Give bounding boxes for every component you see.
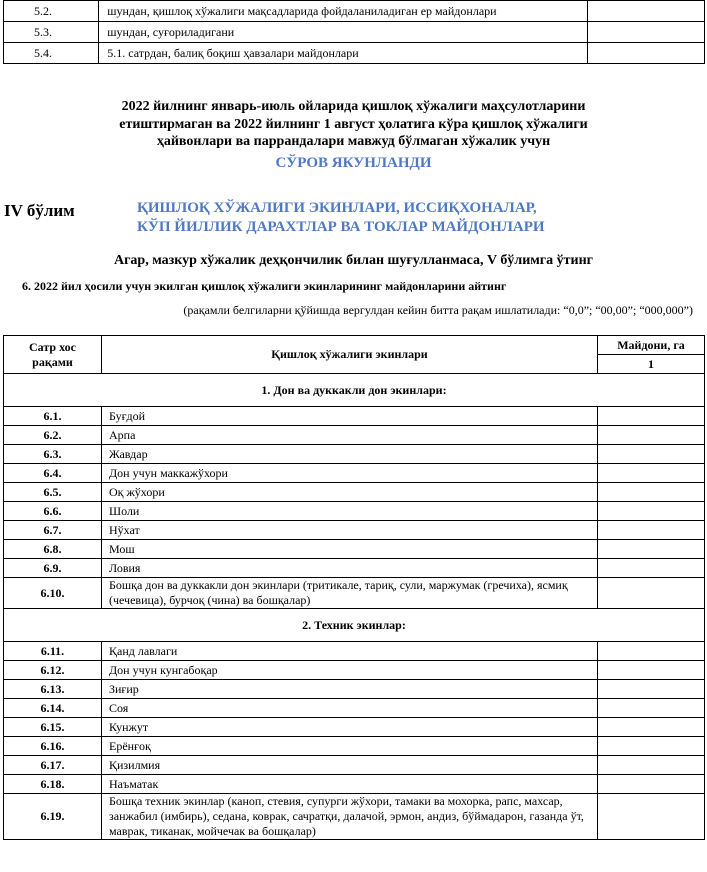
- area-input-cell[interactable]: [598, 775, 705, 794]
- row-code: 5.2.: [4, 1, 99, 22]
- table-row: [4, 642, 705, 661]
- table-row: [4, 794, 705, 840]
- area-input-cell[interactable]: [598, 426, 705, 445]
- header-column-number: 1: [598, 355, 705, 374]
- crop-name: Қанд лавлаги: [102, 642, 598, 661]
- crop-name: Оқ жўхори: [102, 483, 598, 502]
- table-row: [4, 756, 705, 775]
- table-row: [4, 426, 705, 445]
- table-row: [4, 43, 705, 64]
- row-text: шундан, қишлоқ хўжалиги мақсадларида фойдаланиладиган ер майдонлари: [99, 1, 587, 22]
- table-row: [4, 578, 705, 609]
- header-code-line-2: рақами: [32, 354, 73, 369]
- area-input-cell[interactable]: [587, 22, 704, 43]
- area-input-cell[interactable]: [587, 43, 704, 64]
- table-row: [4, 661, 705, 680]
- table-row: [4, 559, 705, 578]
- area-input-cell[interactable]: [587, 1, 704, 22]
- question-text: 6. 2022 йил ҳосили учун экилган қишлоқ хўжалиги экинларининг майдонларини айтинг: [22, 279, 507, 293]
- table-row: [4, 1, 705, 22]
- row-text: 5.1. сатрдан, балиқ боқиш ҳавзалари майдонлари: [99, 43, 587, 64]
- table-row: [4, 737, 705, 756]
- row-code: 6.2.: [4, 426, 102, 445]
- crop-name: Кунжут: [102, 718, 598, 737]
- area-input-cell[interactable]: [598, 445, 705, 464]
- area-input-cell[interactable]: [598, 737, 705, 756]
- row-code: 6.11.: [4, 642, 102, 661]
- area-input-cell[interactable]: [598, 559, 705, 578]
- row-code: 6.19.: [4, 794, 102, 840]
- area-input-cell[interactable]: [598, 578, 705, 609]
- header-area: Майдони, га: [598, 336, 705, 355]
- header-code-line-1: Сатр хос: [29, 339, 76, 354]
- crop-name: Шоли: [102, 502, 598, 521]
- section-title-line-2: КЎП ЙИЛЛИК ДАРАХТЛАР ВА ТОКЛАР МАЙДОНЛАРИ: [137, 219, 545, 235]
- area-input-cell[interactable]: [598, 699, 705, 718]
- crop-name: Дон учун маккажўхори: [102, 464, 598, 483]
- row-code: 6.13.: [4, 680, 102, 699]
- area-input-cell[interactable]: [598, 718, 705, 737]
- group-title: 1. Дон ва дуккакли дон экинлари:: [4, 374, 705, 407]
- crop-name: Ерёнғоқ: [102, 737, 598, 756]
- row-code: 6.18.: [4, 775, 102, 794]
- crop-name: Бошқа техник экинлар (каноп, стевия, супурги жўхори, тамаки ва мохорка, рапс, махсар, занжабил (имбирь), седана, коврак, сачратқи, далачой, эрмон, андиз, бўймадарон, газанда ўт, маврак, тиканак, мойчечак ва бошқалар): [102, 794, 598, 840]
- row-code: 6.8.: [4, 540, 102, 559]
- row-code: 6.10.: [4, 578, 102, 609]
- row-code: 6.3.: [4, 445, 102, 464]
- row-code: 6.5.: [4, 483, 102, 502]
- row-code: 6.1.: [4, 407, 102, 426]
- crop-name: Мош: [102, 540, 598, 559]
- area-input-cell[interactable]: [598, 661, 705, 680]
- row-code: 5.4.: [4, 43, 99, 64]
- crop-name: Арпа: [102, 426, 598, 445]
- area-input-cell[interactable]: [598, 464, 705, 483]
- table-row: [4, 775, 705, 794]
- area-input-cell[interactable]: [598, 680, 705, 699]
- row-text: шундан, суғориладигани: [99, 22, 587, 43]
- row-code: 6.17.: [4, 756, 102, 775]
- survey-end-highlight: СЎРОВ ЯКУНЛАНДИ: [275, 154, 432, 171]
- header-line-code: [4, 336, 102, 374]
- area-input-cell[interactable]: [598, 407, 705, 426]
- crop-name: Бошқа дон ва дуккакли дон экинлари (тритикале, тариқ, сули, маржумак (гречиха), ясмиқ (чечевица), бурчоқ (чина) ва бошқалар): [102, 578, 598, 609]
- continuation-table: [3, 0, 705, 64]
- table-row: [4, 680, 705, 699]
- row-code: 5.3.: [4, 22, 99, 43]
- header-crop-name: Қишлоқ хўжалиги экинлари: [102, 336, 598, 374]
- group-row: [4, 609, 705, 642]
- crop-name: Жавдар: [102, 445, 598, 464]
- area-input-cell[interactable]: [598, 642, 705, 661]
- crop-name: Қизилмия: [102, 756, 598, 775]
- table-row: [4, 464, 705, 483]
- survey-end-line-3: ҳайвонлари ва паррандалари мавжуд бўлмаган хўжалик учун: [156, 134, 551, 149]
- section-label: IV бўлим: [4, 201, 75, 220]
- group-row: [4, 374, 705, 407]
- row-code: 6.15.: [4, 718, 102, 737]
- crop-name: Ловия: [102, 559, 598, 578]
- row-code: 6.6.: [4, 502, 102, 521]
- table-row: [4, 521, 705, 540]
- table-row: [4, 718, 705, 737]
- row-code: 6.4.: [4, 464, 102, 483]
- crop-area-table: [3, 335, 705, 840]
- table-row: [4, 445, 705, 464]
- row-code: 6.16.: [4, 737, 102, 756]
- crop-name: Зиғир: [102, 680, 598, 699]
- instruction-text: Агар, мазкур хўжалик деҳқончилик билан шуғулланмаса, V бўлимга ўтинг: [113, 253, 594, 268]
- area-input-cell[interactable]: [598, 794, 705, 840]
- crop-name: Нўхат: [102, 521, 598, 540]
- row-code: 6.7.: [4, 521, 102, 540]
- crop-name: Дон учун кунгабоқар: [102, 661, 598, 680]
- section-title-line-1: ҚИШЛОҚ ХЎЖАЛИГИ ЭКИНЛАРИ, ИССИҚХОНАЛАР,: [137, 200, 537, 216]
- survey-end-line-2: етиштирмаган ва 2022 йилнинг 1 август ҳолатига кўра қишлоқ хўжалиги: [119, 116, 588, 132]
- crop-name: Соя: [102, 699, 598, 718]
- table-row: [4, 407, 705, 426]
- row-code: 6.12.: [4, 661, 102, 680]
- table-row: [4, 699, 705, 718]
- area-input-cell[interactable]: [598, 483, 705, 502]
- group-title: 2. Техник экинлар:: [4, 609, 705, 642]
- area-input-cell[interactable]: [598, 521, 705, 540]
- crop-name: Буғдой: [102, 407, 598, 426]
- format-note: (рақамли белгиларни қўйишда вергулдан кейин битта рақам ишлатилади: “0,0”; “00,00”; “000,000”): [183, 303, 693, 317]
- table-header-row: [4, 336, 705, 355]
- table-row: [4, 483, 705, 502]
- crop-name: Наъматак: [102, 775, 598, 794]
- row-code: 6.14.: [4, 699, 102, 718]
- survey-end-line-1: 2022 йилнинг январь-июль ойларида қишлоқ хўжалиги маҳсулотларини: [121, 99, 586, 114]
- area-input-cell[interactable]: [598, 502, 705, 521]
- table-row: [4, 540, 705, 559]
- area-input-cell[interactable]: [598, 756, 705, 775]
- survey-end-block: [0, 98, 707, 172]
- row-code: 6.9.: [4, 559, 102, 578]
- table-row: [4, 502, 705, 521]
- area-input-cell[interactable]: [598, 540, 705, 559]
- section-title: [137, 199, 607, 237]
- table-row: [4, 22, 705, 43]
